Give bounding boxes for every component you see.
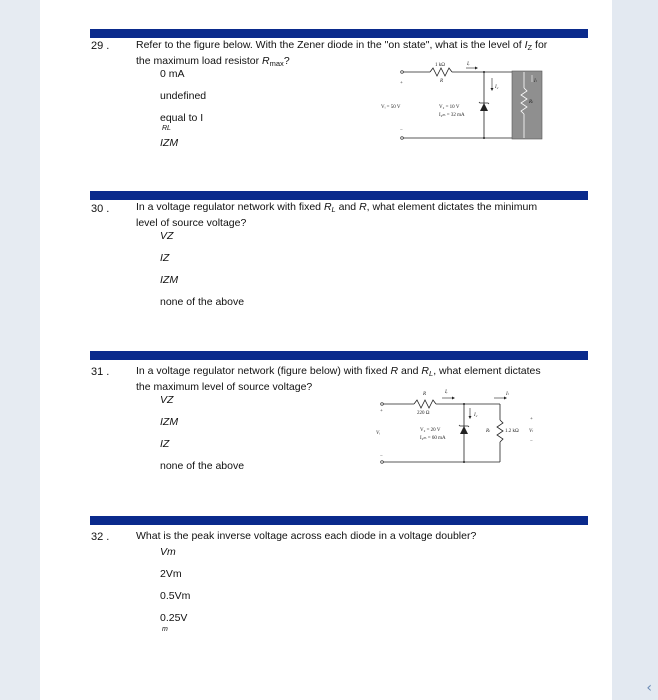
- question-29-header-bar: [90, 29, 588, 38]
- question-32-option-4[interactable]: 0.25V: [160, 612, 188, 624]
- circuit-31-vz: V₂ = 20 V: [420, 428, 441, 433]
- question-30-option-2[interactable]: IZ: [160, 252, 170, 264]
- question-32-number: 32 .: [91, 531, 110, 543]
- question-29-option-4[interactable]: IZM: [160, 137, 179, 149]
- question-32-option-3[interactable]: 0.5Vm: [160, 590, 191, 602]
- circuit-31-plus: +: [380, 409, 383, 414]
- circuit-31-vl-minus: −: [530, 439, 533, 444]
- zener-regulator-circuit-29: [380, 58, 550, 150]
- circuit-29-iz-label: I₂: [495, 85, 499, 90]
- circuit-29-rl-label: Rₗ: [529, 100, 533, 105]
- question-31-option-1[interactable]: VZ: [160, 394, 174, 406]
- circuit-29-izm: I₂ₘ = 32 mA: [439, 113, 465, 118]
- question-31-header-bar: [90, 351, 588, 360]
- question-30-option-4[interactable]: none of the above: [160, 296, 245, 308]
- circuit-31-vl: Vₗ: [529, 429, 533, 434]
- circuit-29-resistor-name: R: [440, 79, 444, 84]
- question-31-option-2[interactable]: IZM: [160, 416, 179, 428]
- circuit-31-resistor-name: R: [423, 392, 427, 397]
- circuit-29-minus: −: [400, 128, 403, 133]
- question-29-option-3-sub: RL: [162, 125, 171, 132]
- circuit-31-rl-value: 1.2 kΩ: [505, 429, 519, 434]
- chevron-left-icon[interactable]: ‹: [646, 680, 652, 696]
- side-panel: [612, 0, 658, 700]
- circuit-31-rl: Rₗ: [486, 429, 490, 434]
- circuit-29-source: Vᵢ = 50 V: [381, 105, 401, 110]
- question-32-option-4-sub: m: [162, 626, 168, 633]
- question-29-option-2[interactable]: undefined: [160, 90, 207, 102]
- circuit-31-il-label: Iₗ: [506, 392, 509, 397]
- circuit-31-minus: −: [380, 454, 383, 459]
- question-30-option-1[interactable]: VZ: [160, 230, 174, 242]
- question-31-number: 31 .: [91, 366, 110, 378]
- question-31-option-3[interactable]: IZ: [160, 438, 170, 450]
- zener-regulator-circuit-31: [368, 386, 548, 468]
- question-32-header-bar: [90, 516, 588, 525]
- question-29-number: 29 .: [91, 40, 110, 52]
- question-30-header-bar: [90, 191, 588, 200]
- circuit-31-izm: I₂ₘ = 60 mA: [420, 436, 446, 441]
- circuit-31-ir-label: Iᵣ: [445, 390, 448, 395]
- circuit-31-iz-label: I₂: [474, 413, 478, 418]
- question-30-text: In a voltage regulator network with fixed $R_L$ and R, what element dictates the minimum level of source voltage?: [136, 201, 538, 229]
- circuit-29-resistor-value: 1 kΩ: [435, 63, 445, 68]
- question-30-number: 30 .: [91, 203, 110, 215]
- circuit-29-vz: V₂ = 10 V: [439, 105, 460, 110]
- circuit-31-resistor-value: 220 Ω: [417, 411, 430, 416]
- question-29-option-1[interactable]: 0 mA: [160, 68, 185, 80]
- question-29-text: Refer to the figure below. With the Zener diode in the "on state", what is the level of $I_Z$ for the maximum load resistor $R_{max}$?: [136, 39, 548, 68]
- question-32-text: What is the peak inverse voltage across each diode in a voltage doubler?: [136, 530, 477, 542]
- circuit-29-ir-label: Iᵣ: [467, 62, 470, 67]
- question-31-option-4[interactable]: none of the above: [160, 460, 245, 472]
- circuit-31-vl-plus: +: [530, 417, 533, 422]
- question-32-option-1[interactable]: Vm: [160, 546, 176, 558]
- circuit-29-il-label: Iₗ: [534, 79, 537, 84]
- question-29-option-3[interactable]: equal to I: [160, 112, 204, 124]
- circuit-31-vi: Vᵢ: [376, 431, 380, 436]
- question-31-text: In a voltage regulator network (figure below) with fixed R and $R_L$, what element dictates the maximum level of source voltage?: [136, 365, 541, 393]
- circuit-29-plus: +: [400, 81, 403, 86]
- question-32-option-2[interactable]: 2Vm: [160, 568, 182, 580]
- question-30-option-3[interactable]: IZM: [160, 274, 179, 286]
